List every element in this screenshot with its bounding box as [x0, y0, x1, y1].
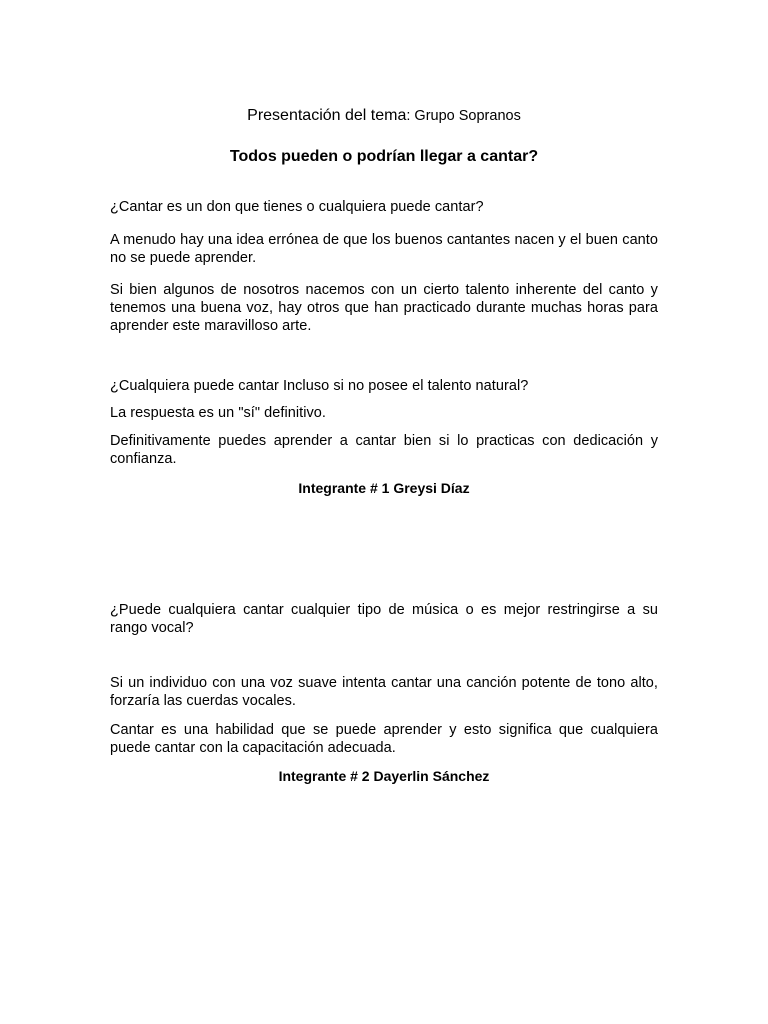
document-title: Todos pueden o podrían llegar a cantar? — [229, 148, 539, 165]
section1-paragraph-4: ¿Cualquiera puede cantar Incluso si no posee el talento natural? — [110, 378, 529, 394]
section2-paragraph-1: ¿Puede cualquiera cantar cualquier tipo de música o es mejor restringirse a su rango vocal? — [110, 602, 658, 636]
header-label: Presentación del tema — [247, 107, 407, 124]
section1-paragraph-5: La respuesta es un "sí" definitivo. — [110, 405, 326, 421]
section1-paragraph-6: Definitivamente puedes aprender a cantar bien si lo practicas con dedicación y confianza. — [110, 433, 658, 467]
section1-paragraph-3: Si bien algunos de nosotros nacemos con un cierto talento inherente del canto y tenemos una buena voz, hay otros que han practicado durante muchas horas para aprender este maravilloso arte. — [110, 282, 658, 334]
member-2-label: Integrante # 2 Dayerlin Sánchez — [278, 768, 490, 784]
section1-paragraph-1: ¿Cantar es un don que tienes o cualquiera puede cantar? — [110, 199, 484, 215]
section1-paragraph-2: A menudo hay una idea errónea de que los buenos cantantes nacen y el buen canto no se puede aprender. — [110, 232, 658, 266]
header-group: : Grupo Sopranos — [406, 108, 521, 124]
presentation-header — [110, 106, 658, 126]
member-1-label: Integrante # 1 Greysi Díaz — [298, 480, 470, 496]
section2-paragraph-3: Cantar es una habilidad que se puede aprender y esto significa que cualquiera puede cantar con la capacitación adecuada. — [110, 722, 658, 756]
section2-paragraph-2: Si un individuo con una voz suave intenta cantar una canción potente de tono alto, forzaría las cuerdas vocales. — [110, 675, 658, 709]
